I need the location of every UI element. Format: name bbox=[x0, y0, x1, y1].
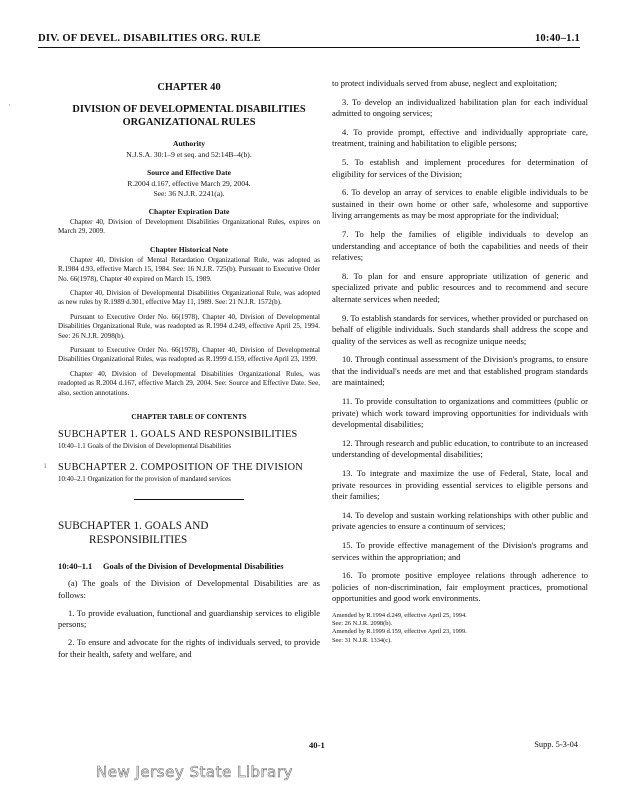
amendment-history bbox=[332, 612, 588, 645]
supplement-date: Supp. 5-3-04 bbox=[534, 740, 578, 749]
toc-entry-goals: 10:40–1.1 Goals of the Division of Developmental Disabilities bbox=[58, 443, 232, 451]
goal-item: 5. To establish and implement procedures for determination of eligibility for services of the Division; bbox=[332, 156, 588, 179]
goal-item: 9. To establish standards for services, whether provided or purchased on behalf of eligible individuals. Such standards shall address the scope and quality of the services as well as recognize unique needs; bbox=[332, 312, 588, 346]
historical-note-paragraph: Chapter 40, Division of Mental Retardation Organizational Rule, was adopted as R.1984 d.93, effective March 15, 1984. See: 16 N.J.R. 725(b). Pursuant to Executive Order No. 66(1978), Chapter 40 expired on March 15, 1989. bbox=[58, 255, 320, 283]
historical-note-paragraph: Pursuant to Executive Order No. 66(1978), Chapter 40, Division of Developmental Disabilities Organizational Rule, was readopted as R.1994 d.249, effective April 25, 1994. See: 26 N.J.R. 2098(b). bbox=[58, 312, 320, 340]
chapter-title bbox=[58, 103, 320, 129]
subchapter-title-line-2: RESPONSIBILITIES bbox=[89, 533, 188, 546]
running-header bbox=[38, 33, 580, 48]
page-number: 40-1 bbox=[309, 740, 325, 750]
amendment-line: See: 26 N.J.R. 2098(b). bbox=[332, 620, 393, 628]
right-column bbox=[332, 78, 588, 645]
goal-item: 7. To help the families of eligible individuals to develop an understanding and acceptance of both the capabilities and needs of their relatives; bbox=[332, 228, 588, 263]
section-divider bbox=[134, 499, 244, 500]
goal-item: 12. Through research and public education, to contribute to an increased understanding of developmental disabilities; bbox=[332, 437, 588, 460]
toc-entry-organization: 10:40–2.1 Organization for the provision of mandated services bbox=[58, 476, 231, 484]
expiration-heading: Chapter Expiration Date bbox=[148, 207, 230, 216]
goal-item: 6. To develop an array of services to enable eligible individuals to be sustained in their own home or other safe, wholesome and supportive living arrangements as may be most appropriate for the individual; bbox=[332, 187, 588, 221]
section-heading bbox=[58, 561, 320, 572]
source-line-2: See: 36 N.J.R. 2241(a). bbox=[153, 189, 225, 198]
goal-item: 8. To plan for and ensure appropriate utilization of generic and specialized private and public resources and to recommend and secure alternate services when needed; bbox=[332, 270, 588, 304]
goal-item: 3. To develop an individualized habilitation plan for each individual admitted to ongoing services; bbox=[332, 96, 588, 119]
goal-item: 4. To provide prompt, effective and individually appropriate care, treatment, training and habilitation to eligible persons; bbox=[332, 126, 588, 149]
chapter-title-line-2: ORGANIZATIONAL RULES bbox=[122, 117, 256, 128]
section-title: Goals of the Division of Developmental Disabilities bbox=[103, 562, 284, 572]
expiration-text: Chapter 40, Division of Development Disabilities Organizational Rules, expires on March 29, 2009. bbox=[58, 218, 320, 236]
toc-subchapter-1: SUBCHAPTER 1. GOALS AND RESPONSIBILITIES bbox=[58, 429, 298, 441]
goal-item: 2. To ensure and advocate for the rights of individuals served, to provide for their health, safety and welfare, and bbox=[58, 637, 320, 660]
source-text bbox=[58, 179, 320, 199]
section-number: 10:40–1.1 bbox=[58, 562, 93, 572]
goal-item: 14. To develop and sustain working relationships with other public and private agencies to ensure a continuum of services; bbox=[332, 509, 588, 532]
paragraph-a: (a) The goals of the Division of Developmental Disabilities are as follows: bbox=[58, 578, 320, 600]
goal-item-continuation: to protect individuals served from abuse, neglect and exploitation; bbox=[332, 78, 557, 88]
subchapter-title bbox=[58, 520, 320, 547]
toc-subchapter-2: SUBCHAPTER 2. COMPOSITION OF THE DIVISION bbox=[58, 462, 303, 474]
goal-item: 16. To promote positive employee relations through adherence to policies of non-discrimination, fair employment practices, promotional opportunities and good work environments. bbox=[332, 570, 588, 604]
scan-speck: ı bbox=[44, 460, 47, 470]
amendment-line: See: 31 N.J.R. 1334(c). bbox=[332, 636, 392, 644]
goal-item: 11. To provide consultation to organizations and committees (public or private) which work toward improving opportunities for individuals with developmental disabilities; bbox=[332, 396, 588, 430]
scan-speck: · bbox=[8, 100, 11, 110]
library-watermark: New Jersey State Library bbox=[96, 763, 293, 781]
historical-note-paragraph: Chapter 40, Division of Developmental Disabilities Organizational Rules, was readopted as R.2004 d.167, effective March 29, 2004. See: Source and Effective Date. See, also, section annotations. bbox=[58, 369, 320, 397]
chapter-title-line-1: DIVISION OF DEVELOPMENTAL DISABILITIES bbox=[72, 104, 306, 115]
goal-item: 15. To provide effective management of the Division's programs and services within the appropriation; and bbox=[332, 540, 588, 562]
historical-note-heading: Chapter Historical Note bbox=[150, 244, 228, 254]
chapter-number: CHAPTER 40 bbox=[157, 82, 221, 93]
source-line-1: R.2004 d.167, effective March 29, 2004. bbox=[127, 179, 251, 188]
historical-note-paragraph: Pursuant to Executive Order No. 66(1978), Chapter 40, Division of Developmental Disabilities Organizational Rules, was readopted as R.1999 d.159, effective April 23, 1999. bbox=[58, 346, 320, 364]
subchapter-title-line-1: SUBCHAPTER 1. GOALS AND bbox=[58, 520, 209, 533]
amendment-line: Amended by R.1999 d.159, effective April 23, 1999. bbox=[332, 628, 467, 636]
goal-item: 10. Through continual assessment of the Division's programs, to ensure that the individual's needs are met and that established program standards are maintained; bbox=[332, 354, 588, 388]
source-heading: Source and Effective Date bbox=[146, 168, 231, 177]
goal-item: 13. To integrate and maximize the use of Federal, State, local and private resources in providing essential services to eligible persons and their families; bbox=[332, 468, 588, 502]
header-title: DIV. OF DEVEL. DISABILITIES ORG. RULE bbox=[38, 33, 261, 44]
historical-note-paragraph: Chapter 40, Division of Developmental Disabilities Organizational Rule, was adopted as new rules by R.1989 d.301, effective May 11, 1989. See: 21 N.J.R. 1572(b). bbox=[58, 289, 320, 307]
amendment-line: Amended by R.1994 d.249, effective April 25, 1994. bbox=[332, 611, 467, 619]
goal-item: 1. To provide evaluation, functional and guardianship services to eligible persons; bbox=[58, 607, 320, 630]
header-section-number: 10:40–1.1 bbox=[534, 33, 580, 44]
table-of-contents-heading: CHAPTER TABLE OF CONTENTS bbox=[131, 412, 247, 422]
authority-text: N.J.S.A. 30:1–9 et seq. and 52:14B–4(b). bbox=[126, 150, 252, 159]
left-column bbox=[58, 78, 320, 667]
authority-heading: Authority bbox=[172, 139, 206, 148]
